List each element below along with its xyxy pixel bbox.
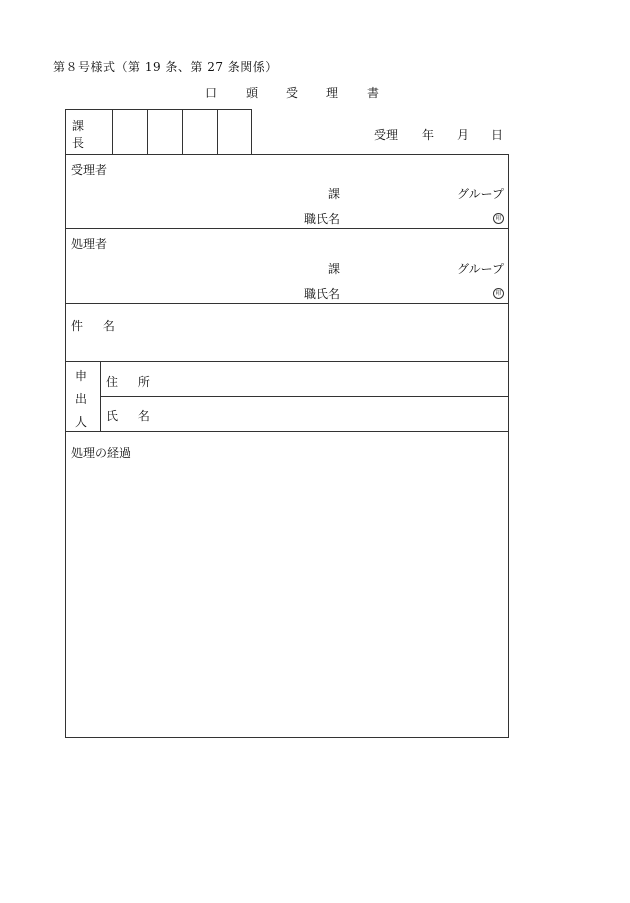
subject-label: 件 名 bbox=[71, 319, 123, 333]
receiver-group-label: グループ bbox=[457, 187, 505, 201]
receiver-seal-icon: 印 bbox=[493, 213, 504, 224]
handler-seal-icon: 印 bbox=[493, 288, 504, 299]
applicant-address-label: 住 所 bbox=[106, 375, 158, 389]
applicant-label-char-2: 出 bbox=[75, 392, 88, 406]
divider bbox=[66, 361, 508, 362]
divider bbox=[66, 303, 508, 304]
document-title bbox=[0, 84, 630, 100]
receiver-heading: 受理者 bbox=[71, 163, 108, 177]
received-label: 受理 bbox=[374, 128, 399, 142]
handler-section-label: 課 bbox=[328, 262, 341, 276]
title-char-1: 口 bbox=[205, 86, 218, 100]
handler-heading: 処理者 bbox=[71, 237, 108, 251]
section-chief-label: 課 長 bbox=[72, 119, 93, 150]
received-year-label: 年 bbox=[422, 128, 435, 142]
stamp-box[interactable] bbox=[147, 110, 182, 154]
form-number-label: 第８号様式（第 19 条、第 27 条関係） bbox=[53, 60, 278, 74]
approval-stamp-boxes bbox=[65, 109, 252, 155]
title-char-2: 頭 bbox=[246, 86, 259, 100]
stamp-box[interactable] bbox=[182, 110, 217, 154]
divider bbox=[100, 396, 508, 397]
handler-name-label: 職氏名 bbox=[304, 287, 341, 301]
applicant-label-char-1: 申 bbox=[75, 369, 88, 383]
receiver-section-label: 課 bbox=[328, 187, 341, 201]
received-month-label: 月 bbox=[457, 128, 470, 142]
received-day-label: 日 bbox=[491, 128, 504, 142]
receiver-name-label: 職氏名 bbox=[304, 212, 341, 226]
stamp-box[interactable] bbox=[217, 110, 252, 154]
progress-heading: 処理の経過 bbox=[71, 446, 132, 460]
divider bbox=[66, 228, 508, 229]
handler-group-label: グループ bbox=[457, 262, 505, 276]
title-char-4: 理 bbox=[326, 86, 339, 100]
section-chief-cell bbox=[66, 110, 112, 154]
applicant-label-char-3: 人 bbox=[75, 415, 88, 429]
main-form-table bbox=[65, 154, 509, 738]
stamp-box[interactable] bbox=[112, 110, 147, 154]
applicant-name-label: 氏 名 bbox=[106, 409, 158, 423]
divider bbox=[66, 431, 508, 432]
title-char-3: 受 bbox=[286, 86, 299, 100]
title-char-5: 書 bbox=[367, 86, 380, 100]
